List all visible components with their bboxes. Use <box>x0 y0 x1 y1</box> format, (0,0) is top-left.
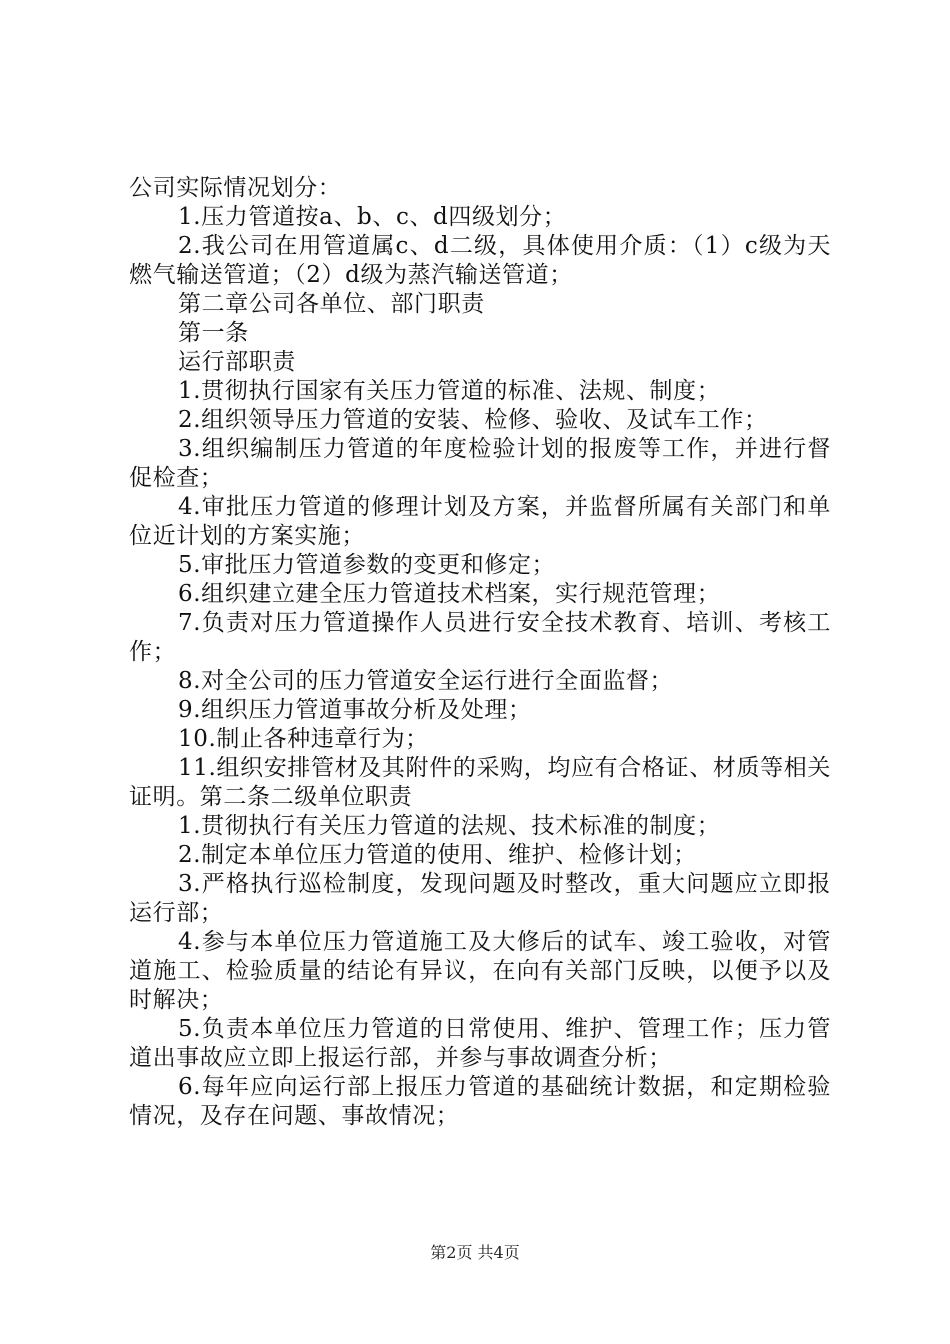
paragraph: 6.每年应向运行部上报压力管道的基础统计数据，和定期检验情况，及存在问题、事故情况； <box>129 1074 831 1129</box>
paragraph: 2.我公司在用管道属c、d二级，具体使用介质：（1）c级为天燃气输送管道；（2）d级为蒸汽输送管道； <box>129 233 831 288</box>
paragraph: 6.组织建立建全压力管道技术档案，实行规范管理； <box>178 581 721 607</box>
paragraph: 5.审批压力管道参数的变更和修定； <box>178 552 556 578</box>
paragraph: 9.组织压力管道事故分析及处理； <box>178 697 532 723</box>
paragraph: 7.负责对压力管道操作人员进行安全技术教育、培训、考核工作； <box>129 610 831 665</box>
paragraph: 运行部职责 <box>178 349 296 375</box>
paragraph: 2.组织领导压力管道的安装、检修、验收、及试车工作； <box>178 407 768 433</box>
paragraph: 3.严格执行巡检制度，发现问题及时整改，重大问题应立即报运行部； <box>129 871 831 926</box>
paragraph: 4.参与本单位压力管道施工及大修后的试车、竣工验收，对管道施工、检验质量的结论有异议，在向有关部门反映，以便予以及时解决； <box>129 929 831 1013</box>
document-body <box>129 174 831 1131</box>
paragraph: 11.组织安排管材及其附件的采购，均应有合格证、材质等相关证明。第二条二级单位职责 <box>129 755 831 810</box>
page-number-label: 第2页 共4页 <box>430 1243 520 1262</box>
paragraph: 2.制定本单位压力管道的使用、维护、检修计划； <box>178 842 697 868</box>
paragraph: 3.组织编制压力管道的年度检验计划的报废等工作，并进行督促检查； <box>129 436 831 491</box>
paragraph: 1.贯彻执行国家有关压力管道的标准、法规、制度； <box>178 378 721 404</box>
paragraph: 10.制止各种违章行为； <box>178 726 429 752</box>
paragraph: 1.压力管道按a、b、c、d四级划分； <box>178 204 567 230</box>
paragraph: 1.贯彻执行有关压力管道的法规、技术标准的制度； <box>178 813 721 839</box>
page-footer <box>0 1243 950 1263</box>
paragraph: 4.审批压力管道的修理计划及方案，并监督所属有关部门和单位近计划的方案实施； <box>129 494 831 549</box>
paragraph: 第一条 <box>178 320 249 346</box>
paragraph: 第二章公司各单位、部门职责 <box>178 291 485 317</box>
paragraph: 公司实际情况划分： <box>129 175 342 201</box>
paragraph: 8.对全公司的压力管道安全运行进行全面监督； <box>178 668 674 694</box>
paragraph: 5.负责本单位压力管道的日常使用、维护、管理工作；压力管道出事故应立即上报运行部，并参与事故调查分析； <box>129 1016 831 1071</box>
